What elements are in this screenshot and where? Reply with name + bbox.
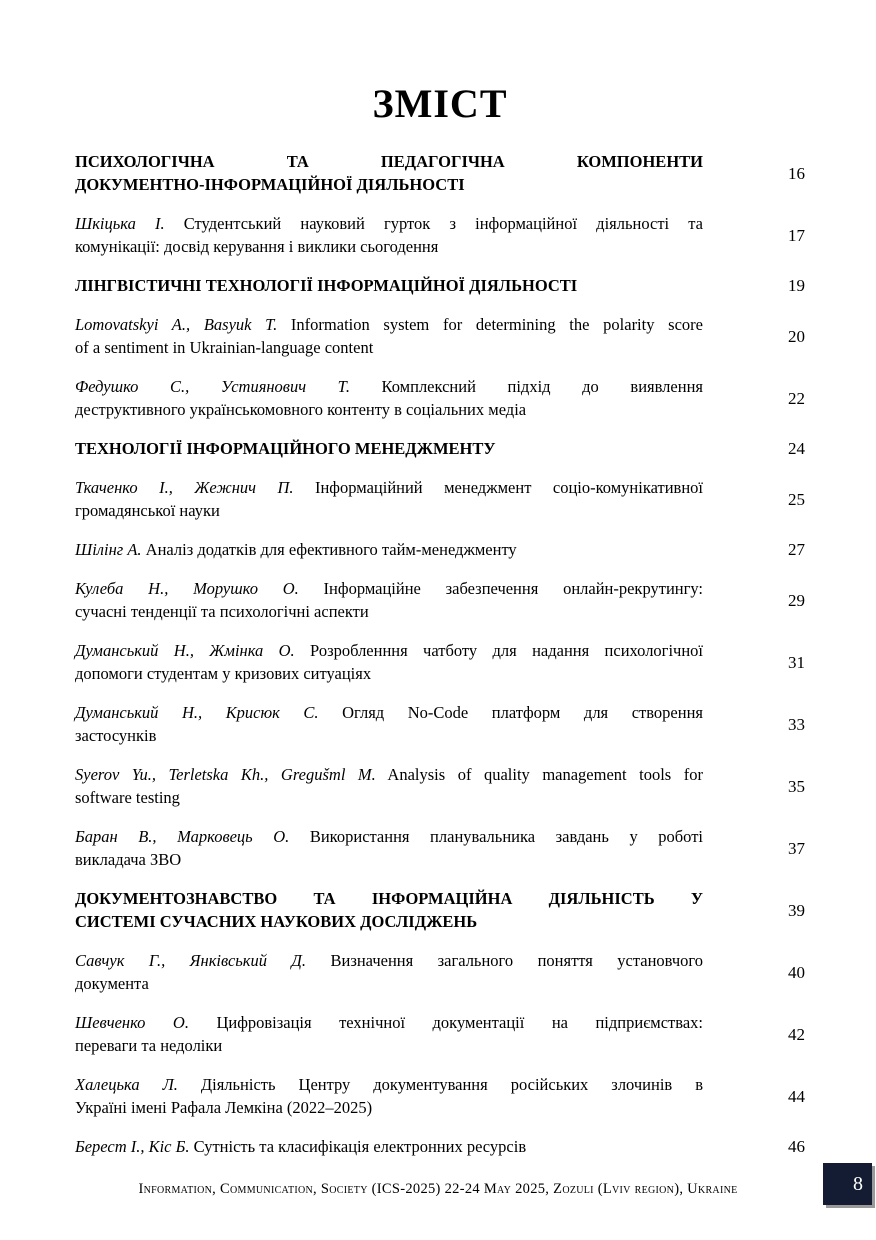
entry-line: Шілінг А. Аналіз додатків для ефективного тайм-менеджменту [75,540,517,559]
toc-entry [75,1011,805,1057]
entry-page-number: 19 [788,276,805,295]
toc-entry [75,313,805,359]
entry-text [75,313,703,359]
entry-authors: Федушко С., Устиянович Т. [75,377,350,396]
toc-list [75,150,805,1158]
toc-entry [75,639,805,685]
entry-page-number: 46 [788,1137,805,1156]
page-number-badge [823,1163,872,1205]
toc-entry [75,949,805,995]
toc-entry [75,763,805,809]
toc-entry [75,437,805,460]
entry-text [75,274,703,297]
entry-line: документа [75,974,149,993]
entry-authors: Берест І., Кіс Б. [75,1137,190,1156]
entry-page-number: 20 [788,326,805,346]
entry-page-number: 16 [788,163,805,183]
entry-text [75,375,703,421]
entry-page-number: 29 [788,590,805,610]
entry-line: сучасні тенденції та психологічні аспекти [75,602,369,621]
page-number: 8 [853,1172,863,1195]
toc-entry [75,1135,805,1158]
entry-authors: Халецька Л. [75,1075,178,1094]
entry-text [75,1011,703,1057]
toc-entry [75,476,805,522]
entry-line: громадянської науки [75,501,220,520]
entry-line: ДОКУМЕНТОЗНАВСТВО ТА ІНФОРМАЦІЙНА ДІЯЛЬНІСТЬ У [75,889,703,908]
entry-text [75,1073,703,1119]
entry-line: Баран В., Марковець О. Використання планувальника завдань у роботі [75,827,703,846]
entry-line: Шкіцька І. Студентський науковий гурток з інформаційної діяльності та [75,214,704,233]
entry-text [75,150,703,196]
toc-entry [75,577,805,623]
entry-line: Думанський Н., Крисюк С. Огляд No-Code платформ для створення [75,703,703,722]
entry-text [75,825,703,871]
toc-entry [75,1073,805,1119]
entry-authors: Шілінг А. [75,540,142,559]
entry-text [75,763,703,809]
entry-line: ТЕХНОЛОГІЇ ІНФОРМАЦІЙНОГО МЕНЕДЖМЕНТУ [75,439,496,458]
entry-line: Халецька Л. Діяльність Центру документування російських злочинів в [75,1075,703,1094]
entry-line: Берест І., Кіс Б. Сутність та класифікація електронних ресурсів [75,1137,527,1156]
entry-text [75,887,703,933]
entry-page-number: 40 [788,962,805,982]
entry-text [75,212,703,258]
entry-authors: Думанський Н., Жмінка О. [75,641,295,660]
entry-authors: Думанський Н., Крисюк С. [75,703,319,722]
entry-page-number: 17 [788,225,805,245]
entry-line: Ткаченко І., Жежнич П. Інформаційний менеджмент соціо-комунікативної [75,478,703,497]
entry-line: викладача ЗВО [75,850,182,869]
entry-page-number: 37 [788,838,805,858]
entry-line: Кулеба Н., Морушко О. Інформаційне забезпечення онлайн-рекрутингу: [75,579,703,598]
entry-authors: Lomovatskyi A., Basyuk T. [75,315,278,334]
entry-line: Шевченко О. Цифровізація технічної документації на підприємствах: [75,1013,703,1032]
entry-line: ДОКУМЕНТНО-ІНФОРМАЦІЙНОЇ ДІЯЛЬНОСТІ [75,175,465,194]
entry-line: ЛІНГВІСТИЧНІ ТЕХНОЛОГІЇ ІНФОРМАЦІЙНОЇ ДІЯЛЬНОСТІ [75,276,578,295]
entry-line: Савчук Г., Янківський Д. Визначення загального поняття установчого [75,951,703,970]
toc-entry [75,538,805,561]
entry-line: комунікації: досвід керування і виклики сьогодення [75,237,439,256]
toc-entry [75,375,805,421]
toc-entry [75,212,805,258]
entry-text [75,577,703,623]
entry-page-number: 27 [788,540,805,559]
entry-text [75,639,703,685]
entry-text [75,437,703,460]
entry-line: of a sentiment in Ukrainian-language content [75,338,374,357]
toc-entry [75,150,805,196]
entry-authors: Кулеба Н., Морушко О. [75,579,299,598]
entry-line: software testing [75,788,180,807]
entry-text [75,701,703,747]
entry-line: застосунків [75,726,157,745]
entry-authors: Шкіцька І. [75,214,165,233]
entry-line: допомоги студентам у кризових ситуаціях [75,664,372,683]
entry-page-number: 42 [788,1024,805,1044]
entry-page-number: 35 [788,776,805,796]
entry-authors: Баран В., Марковець О. [75,827,290,846]
entry-authors: Шевченко О. [75,1013,189,1032]
entry-text [75,538,703,561]
entry-page-number: 24 [788,439,805,458]
entry-text [75,1135,703,1158]
entry-authors: Ткаченко І., Жежнич П. [75,478,294,497]
entry-text [75,476,703,522]
entry-page-number: 25 [788,489,805,509]
entry-page-number: 39 [788,900,805,920]
entry-line: Федушко С., Устиянович Т. Комплексний підхід до виявлення [75,377,703,396]
entry-page-number: 33 [788,714,805,734]
entry-authors: Савчук Г., Янківський Д. [75,951,307,970]
toc-entry [75,887,805,933]
toc-entry [75,825,805,871]
entry-line: Думанський Н., Жмінка О. Розробленння чатботу для надання психологічної [75,641,703,660]
entry-line: ПСИХОЛОГІЧНА ТА ПЕДАГОГІЧНА КОМПОНЕНТИ [75,152,703,171]
entry-page-number: 31 [788,652,805,672]
entry-text [75,949,703,995]
footer-conference-line: Information, Communication, Society (ICS-2025) 22-24 May 2025, Zozuli (Lviv region), Ukraine [138,1181,738,1197]
entry-line: Syerov Yu., Terletska Kh., Gregušml M. Analysis of quality management tools for [75,765,703,784]
entry-line: переваги та недоліки [75,1036,223,1055]
entry-line: Україні імені Рафала Лемкіна (2022–2025) [75,1098,373,1117]
entry-page-number: 44 [788,1086,805,1106]
entry-authors: Syerov Yu., Terletska Kh., Gregušml M. [75,765,376,784]
entry-page-number: 22 [788,388,805,408]
toc-entry [75,701,805,747]
entry-line: СИСТЕМІ СУЧАСНИХ НАУКОВИХ ДОСЛІДЖЕНЬ [75,912,478,931]
page-title: ЗМІСТ [372,81,508,126]
toc-entry [75,274,805,297]
entry-line: Lomovatskyi A., Basyuk T. Information system for determining the polarity score [75,315,703,334]
entry-line: деструктивного українськомовного контенту в соціальних медіа [75,400,527,419]
